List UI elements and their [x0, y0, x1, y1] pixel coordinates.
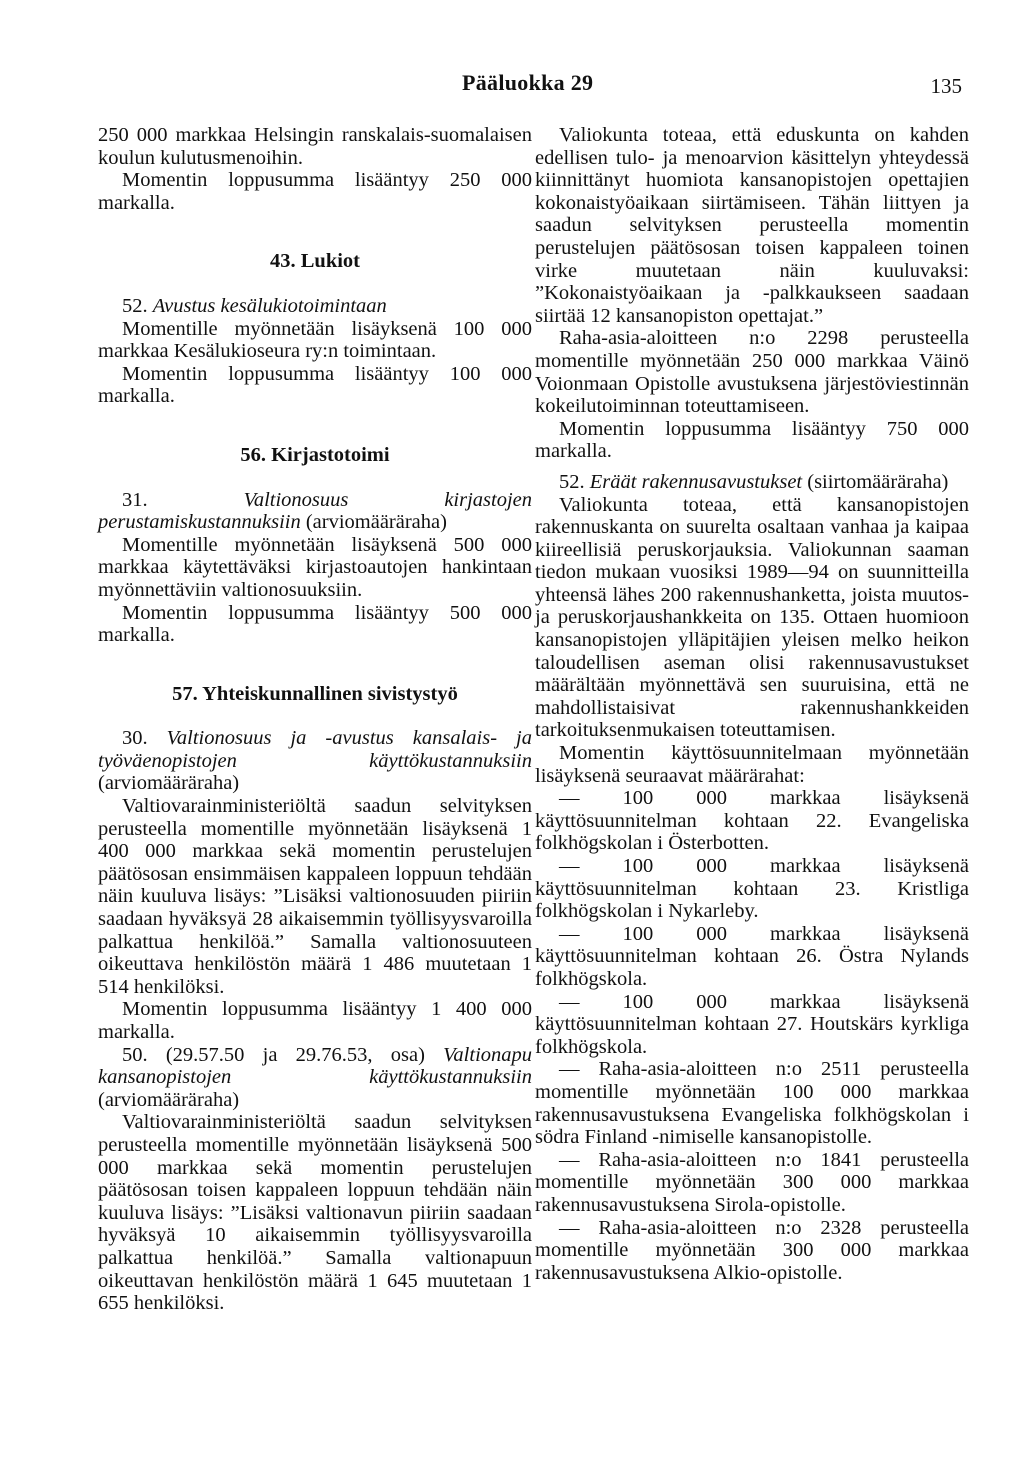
spacer: [98, 705, 532, 727]
moment-title: Eräät rakennusavustukset: [589, 470, 803, 493]
paragraph: Valiokunta toteaa, että kansanopistojen rakennuskanta on suurelta osaltaan vanhaa ja kaipaa kiireellisiä peruskorjauksia. Valiokunnan saaman tiedon mukaan vuosiksi 1989—94 on suunnitteilla yhteensä lähes 200 rakennushanketta, joista muutos- ja peruskorjaushankkeita on 135. Ottaen huomioon kansanopistojen ylläpitäjien yleisen melko heikon taloudellisen aseman olisi rakennusavustukset määrältään myönnettävä sen suuruisina, että ne mahdollistaisivat rakennushankkeiden tarkoituksenmukaisen toteuttamisen.: [535, 493, 969, 742]
list-item: — Raha-asia-aloitteen n:o 2328 perusteella momentille myönnetään 300 000 markkaa rakennusavustuksena Alkio-opistolle.: [535, 1216, 969, 1284]
section-heading-57: 57. Yhteiskunnallinen sivistystyö: [172, 682, 458, 705]
list-item: — 100 000 markkaa lisäyksenä käyttösuunnitelman kohtaan 26. Östra Nylands folkhögskola.: [535, 922, 969, 990]
paragraph: Momentin loppusumma lisääntyy 250 000 markalla.: [98, 169, 532, 214]
spacer: [98, 408, 532, 444]
running-title: Pääluokka 29: [462, 70, 594, 95]
paragraph: Momentille myönnetään lisäyksenä 100 000 markkaa Kesälukioseura ry:n toimintaan.: [98, 317, 532, 363]
moment-heading-30: [98, 727, 532, 795]
spacer: [98, 467, 532, 489]
paragraph: Momentin loppusumma lisääntyy 500 000 markalla.: [98, 601, 532, 647]
moment-number: 52.: [559, 470, 585, 493]
paragraph: Raha-asia-aloitteen n:o 2298 perusteella momentille myönnetään 250 000 markkaa Väinö Voionmaan Opistolle avustuksena järjestöviestinnän kokeilutoiminnan toteuttamiseen.: [535, 327, 969, 418]
list-item: — 100 000 markkaa lisäyksenä käyttösuunnitelman kohtaan 27. Houtskärs kyrkliga folkhögskola.: [535, 990, 969, 1058]
right-column: [535, 124, 969, 1284]
paragraph: Valiokunta toteaa, että eduskunta on kahden edellisen tulo- ja menoarvion käsittelyn yhteydessä kiinnittänyt huomiota kansanopistojen opettajien kokonaistyöaikaan siirtämiseen. Tähän liittyen ja saadun selvityksen perusteella momentin perustelujen päätösosan toisen kappaleen toinen virke muutetaan näin kuuluvaksi: ”Kokonaistyöaikaan ja -palkkaukseen saadaan siirtää 12 kansanopiston opettajat.”: [535, 124, 969, 327]
paragraph: Momentin loppusumma lisääntyy 100 000 markalla.: [98, 362, 532, 408]
moment-suffix: (siirtomääräraha): [807, 470, 949, 493]
moment-suffix: (arviomääräraha): [98, 1088, 240, 1111]
moment-number: 52.: [122, 294, 148, 317]
moment-heading-52: [98, 295, 532, 318]
spacer: [98, 647, 532, 683]
moment-suffix: (arviomääräraha): [305, 511, 447, 534]
section-heading-43: 43. Lukiot: [270, 250, 360, 273]
moment-title: Avustus kesälukiotoimintaan: [152, 294, 387, 317]
list-item: — 100 000 markkaa lisäyksenä käyttösuunnitelman kohtaan 22. Evangeliska folkhögskolan i Österbotten.: [535, 787, 969, 855]
list-item: — Raha-asia-aloitteen n:o 1841 perusteella momentille myönnetään 300 000 markkaa rakennusavustuksena Sirola-opistolle.: [535, 1148, 969, 1216]
paragraph: Momentin käyttösuunnitelmaan myönnetään lisäyksenä seuraavat määrärahat:: [535, 742, 969, 787]
moment-title: Valtionosuus kirjastojen perustamiskustannuksiin: [98, 488, 533, 534]
moment-number: 31.: [122, 488, 148, 511]
moment-title: Valtionosuus ja -avustus kansalais- ja työväenopistojen käyttökustannuksiin: [98, 727, 532, 772]
moment-title: Valtionapu kansanopistojen käyttökustannuksiin: [98, 1043, 533, 1089]
left-column: [98, 124, 532, 1315]
paragraph: Valtiovarainministeriöltä saadun selvityksen perusteella momentille myönnetään lisäyksenä 1 400 000 markkaa sekä momentin perustelujen päätösosan ensimmäisen kappaleen loppuun tehdään näin kuuluva lisäys: ”Lisäksi valtionosuuden piiriin saadaan hyväksyä 28 aikaisemmin työllisyysvaroilla palkattua henkilöä.” Samalla valtionosuuteen oikeuttava henkilöstön määrä 1 486 muutetaan 1 514 henkilöksi.: [98, 795, 532, 998]
spacer: [535, 463, 969, 471]
page-number: 135: [930, 74, 962, 98]
list-item: — Raha-asia-aloitteen n:o 2511 perusteella momentille myönnetään 100 000 markkaa rakennusavustuksena Evangeliska folkhögskolan i södra Finland -nimiselle kansanopistolle.: [535, 1058, 969, 1149]
paragraph: Momentin loppusumma lisääntyy 1 400 000 markalla.: [98, 998, 532, 1043]
spacer: [98, 273, 532, 295]
moment-heading-50: [98, 1044, 532, 1112]
spacer: [98, 214, 532, 250]
moment-number: 50. (29.57.50 ja 29.76.53, osa): [122, 1043, 425, 1066]
moment-suffix: (arviomääräraha): [98, 772, 240, 795]
paragraph: 250 000 markkaa Helsingin ranskalais-suomalaisen koulun kulutusmenoihin.: [98, 124, 532, 169]
moment-heading-52: [535, 471, 969, 494]
section-heading-56: 56. Kirjastotoimi: [240, 443, 390, 466]
moment-number: 30.: [122, 727, 148, 750]
moment-heading-31: [98, 489, 532, 534]
paragraph: Momentille myönnetään lisäyksenä 500 000 markkaa käytettäväksi kirjastoautojen hankintaan myönnettäviin valtionosuuksiin.: [98, 533, 532, 601]
paragraph: Momentin loppusumma lisääntyy 750 000 markalla.: [535, 417, 969, 463]
paragraph: Valtiovarainministeriöltä saadun selvityksen perusteella momentille myönnetään lisäyksenä 500 000 markkaa sekä momentin perustelujen päätösosan toisen kappaleen loppuun tehdään näin kuuluva lisäys: ”Lisäksi valtionavun piiriin saadaan hyväksyä 10 aikaisemmin työllisyysvaroilla palkattua henkilöä.” Samalla valtionapuun oikeuttavan henkilöstön määrä 1 645 muutetaan 1 655 henkilöksi.: [98, 1111, 532, 1315]
running-header: [0, 70, 1024, 100]
list-item: — 100 000 markkaa lisäyksenä käyttösuunnitelman kohtaan 23. Kristliga folkhögskolan i Nykarleby.: [535, 855, 969, 923]
